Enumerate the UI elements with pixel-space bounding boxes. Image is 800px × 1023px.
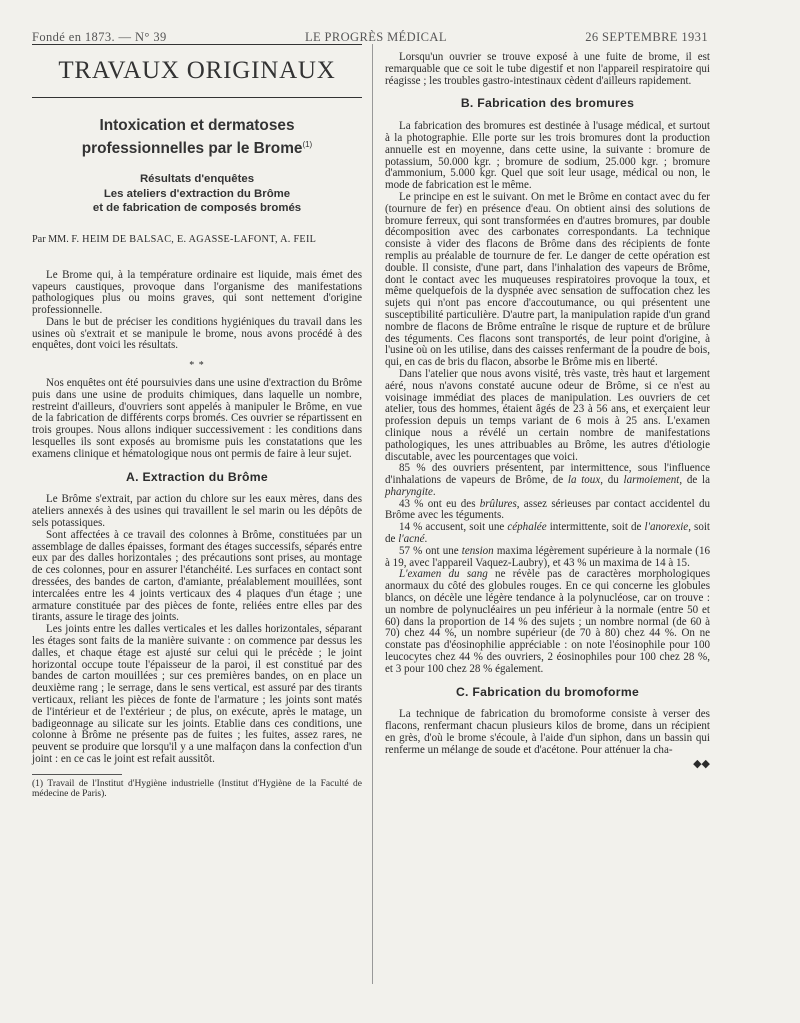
- authors-prefix: Par MM.: [32, 233, 69, 245]
- intro-paragraph-2: Dans le but de préciser les conditions hygiéniques du travail dans les usines où s'extrait et se manipule le brome, nous avons procédé à des enquêtes, dont voici les résultats.: [32, 315, 362, 352]
- section-title: TRAVAUX ORIGINAUX: [58, 57, 336, 84]
- title-footnote-mark: (1): [302, 140, 313, 149]
- stats-term: brûlures: [479, 497, 517, 510]
- continued-mark: ◆◆: [693, 757, 710, 770]
- stats-text: 85 % des ouvriers présentent, par intermittence, sous l'influence d'inhalations de vapeurs de Brôme, de: [385, 462, 710, 487]
- authors-names: F. HEIM DE BALSAC, E. AGASSE-LAFONT, A. FEIL: [71, 233, 317, 245]
- section-a-paragraph-2: Sont affectées à ce travail des colonnes à Brôme, constituées par un assemblage de dalles épaisses, formant des étages successifs, séparés entre eux par des dalles horizontales ; des précautions sont prises, au montage de ces colonnes, pour en assurer l'étanchéité. Les surfaces en contact sont dressées, des bandes de carton, d'amiante, préalablement mouillées, sont intercalées entre les 4 joints verticaux des 4 plaques d'un étage ; une armature constituée par des pièces de fonte, reliées entre elles par des tirants, assure le tirage des joints.: [32, 528, 362, 624]
- stats-term: l'acné: [398, 533, 425, 546]
- stats-text: 43 % ont eu des: [399, 497, 480, 510]
- section-rule-bottom: [32, 97, 362, 98]
- article-title: [32, 116, 362, 158]
- section-b-paragraph-3: Dans l'atelier que nous avons visité, très vaste, très haut et largement aéré, nous n'avons constaté aucune odeur de Brôme, si ce n'est au voisinage immédiat des places de manipulation. Les ouvriers de cet atelier, tous des hommes, étaient âgés de 23 à 56 ans, et exerçaient leur profession depuis un temps variant de 6 mois à 25 ans. L'examen clinique nous a révélé un certain nombre de manifestations pathologiques, les unes attribuables au Brôme, les autres d'étiologie discutable, avec les pourcentages que voici.: [385, 367, 710, 463]
- stats-text: , assez sérieuses par contact accidentel du Brôme avec les téguments.: [385, 497, 710, 522]
- authors-line: [32, 234, 362, 246]
- stats-term: la toux: [567, 474, 601, 487]
- section-c-paragraph: La technique de fabrication du bromoforme consiste à verser des flacons, renfermant chacun plusieurs kilos de brome, dans un récipient en grès, d'où le brome s'écoule, à l'aide d'un siphon, dans un bassin qui renferme un mélange de soude et d'acétone. Pour atténuer la cha-: [385, 708, 710, 756]
- subtitle-line3: et de fabrication de composés bromés: [92, 202, 302, 215]
- column-divider: [372, 44, 373, 984]
- article-title-line2: professionnelles par le Brome: [81, 140, 303, 158]
- blood-exam-term: L'examen du sang: [399, 568, 488, 581]
- footnote: (1) Travail de l'Institut d'Hygiène industrielle (Institut d'Hygiène de la Faculté de médecine de Paris).: [32, 778, 362, 800]
- stats-text: 57 % ont une: [399, 544, 462, 557]
- section-b-paragraph-1: La fabrication des bromures est destinée à l'usage médical, et surtout à la photographie. Elle porte sur les trois bromures dont la production annuelle est en moyenne, dans cette usine, la suivante : bromure de potassium, 50.000 kgr. ; bromure de sodium, 25.000 kgr. ; bromure d'ammonium, 5.000 kgr. Quel que soit leur usage, médical ou non, le mode de fabrication est le même.: [385, 120, 710, 192]
- enquetes-paragraph: Nos enquêtes ont été poursuivies dans une usine d'extraction du Brôme puis dans une usine de produits chimiques, dans laquelle un nombre, restreint d'ailleurs, d'ouvriers sont appelés à manipuler le Brôme, en vue de la fabrication de différents corps bromés. Ces ouvrier se répartissent en trois groupes. Nous allons indiquer successivement : les conditions dans lesquelles ils sont exposés au bromisme puis les constatations que les examens clinique et hématologique nous ont permis de faire à leur sujet.: [32, 377, 362, 460]
- section-a-paragraph-3: Les joints entre les dalles verticales et les dalles horizontales, séparant les étages sont faits de la manière suivante : on commence par dessus les dalles, et chaque étage est ajusté sur celui qui le précède ; le joint horizontal occupe toute l'épaisseur de la paroi, il est constitué par des bandes de carton mouillées ; sur ces premières bandes, on en place un deuxième rang ; le serrage, dans le sens vertical, est assuré par des tirants verticaux, reliant les pièces de fonte de l'armature ; les joints sont matés de l'intérieur et de l'extérieur ; de plus, on exécute, après le matage, un badigeonnage au silicate sur les joints. Etablie dans ces conditions, une colonne à Brôme ne présente pas de fuites ; les fuites, assez rares, ne peuvent se produire que lorsqu'il y a une malfaçon dans la confection d'un joint : en ce cas le joint est refait aussitôt.: [32, 623, 362, 765]
- stats-text: .: [432, 485, 436, 498]
- stats-text: , du: [600, 474, 624, 487]
- article-subtitle: [32, 172, 362, 216]
- stats-term: larmoiement: [623, 474, 680, 487]
- stats-text: .: [424, 533, 428, 546]
- subtitle-line1: Résultats d'enquêtes: [139, 173, 255, 186]
- stats-text: 14 % accusent, soit une: [399, 521, 508, 534]
- footnote-rule: [32, 774, 122, 775]
- stats-term: céphalée: [507, 521, 547, 534]
- section-b-heading: B. Fabrication des bromures: [460, 96, 635, 111]
- stats-text: , soit de: [385, 521, 711, 546]
- section-rule-top: [32, 44, 362, 45]
- stats-term: l'anorexie: [644, 521, 689, 534]
- stats-term: tension: [461, 544, 494, 557]
- section-a-heading: A. Extraction du Brôme: [125, 469, 269, 484]
- right-intro-paragraph: Lorsqu'un ouvrier se trouve exposé à une fuite de brome, il est remarquable que ce soit le tube digestif et non l'appareil respiratoire qui réagisse ; les troubles gastro-intestinaux cèdent d'ailleurs rapidement.: [385, 51, 710, 87]
- section-b-paragraph-2: Le principe en est le suivant. On met le Brôme en contact avec du fer (tournure de fer) en présence d'eau. On obtient ainsi des solutions de bromure ferreux, qui sont transformées en d'autres bromures, par double décomposition avec des carbonates correspondants. La technique consiste à vider des flacons de Brôme dans des récipients de fonte remplis au préalable de tournure de fer. Le danger de cette opération est double. Il consiste, d'une part, dans l'inhalation des vapeurs de Brôme, dont le contact avec les muqueuses respiratoires provoque la toux, et même quelquefois de la dyspnée avec sensation de suffocation chez les sujets qui n'ont pas encore d'accoutumance, ou qui présentent une susceptibilité particulière. D'autre part, la manipulation rapide d'un grand nombre de flacons de Brôme entraîne le risque de rupture et de brûlure des téguments. Ces flacons sont transportés, de leur point d'origine, à l'usine où on les utilise, dans des caisses renfermant de la poudre de bois, qui, en cas de bris du flacon, absorbe le Brôme mis en liberté.: [385, 190, 710, 369]
- blood-exam-paragraph: [385, 569, 710, 675]
- stats-paragraph-2: [385, 499, 710, 523]
- stats-paragraph-3: [385, 522, 710, 546]
- header-date: 26 SEPTEMBRE 1931: [585, 30, 708, 44]
- header-founded-issue: Fondé en 1873. — N° 39: [32, 30, 167, 44]
- stats-text: , de la: [679, 474, 710, 487]
- stats-paragraph-1: [385, 463, 710, 498]
- stats-text: maxima légèrement supérieure à la normale (16 à 19, avec l'appareil Vaquez-Laubry), et 43 % un maxima de 14 à 15.: [385, 544, 710, 569]
- stats-text: intermittente, soit de: [546, 521, 645, 534]
- blood-exam-text: ne révèle pas de caractères morphologiques anormaux du côté des globules rouges. En ce qui concerne les globules blancs, on décèle une légère tendance à la polynucléose, car on trouve : un nombre de polynucléaires un peu inférieur à la normale (entre 50 et 60) dans la proportion de 14 % des sujets ; un nombre normal (de 60 à 70) chez 44 %, un nombre supérieur (de 70 à 80) chez 44 %. On ne constate pas d'éosinophilie appréciable : on note l'éosinophile pour 100 leucocytes chez 44 % des ouvriers, 2 éosinophiles pour 100 chez 28 %, et 3 pour 100 chez 28 % également.: [385, 568, 710, 675]
- section-a-paragraph-1: Le Brôme s'extrait, par action du chlore sur les eaux mères, dans des ateliers annexés à des usines qui travaillent le sel marin ou les dépôts de sels potassiques.: [32, 493, 362, 530]
- header-journal-title: LE PROGRÈS MÉDICAL: [304, 30, 447, 44]
- intro-paragraph-1: Le Brome qui, à la température ordinaire est liquide, mais émet des vapeurs caustiques, provoque dans l'organisme des manifestations pathologiques plus ou moins graves, qui sont nettement d'origine professionnelle.: [32, 268, 362, 317]
- stats-paragraph-4: [385, 546, 710, 570]
- left-column: [32, 44, 362, 800]
- stats-term: pharyngite: [385, 485, 433, 498]
- right-column: [385, 52, 710, 770]
- asterism: * *: [189, 360, 205, 372]
- subtitle-line2: Les ateliers d'extraction du Brôme: [103, 187, 291, 200]
- article-title-line1: Intoxication et dermatoses: [99, 117, 295, 134]
- section-c-heading: C. Fabrication du bromoforme: [455, 684, 640, 699]
